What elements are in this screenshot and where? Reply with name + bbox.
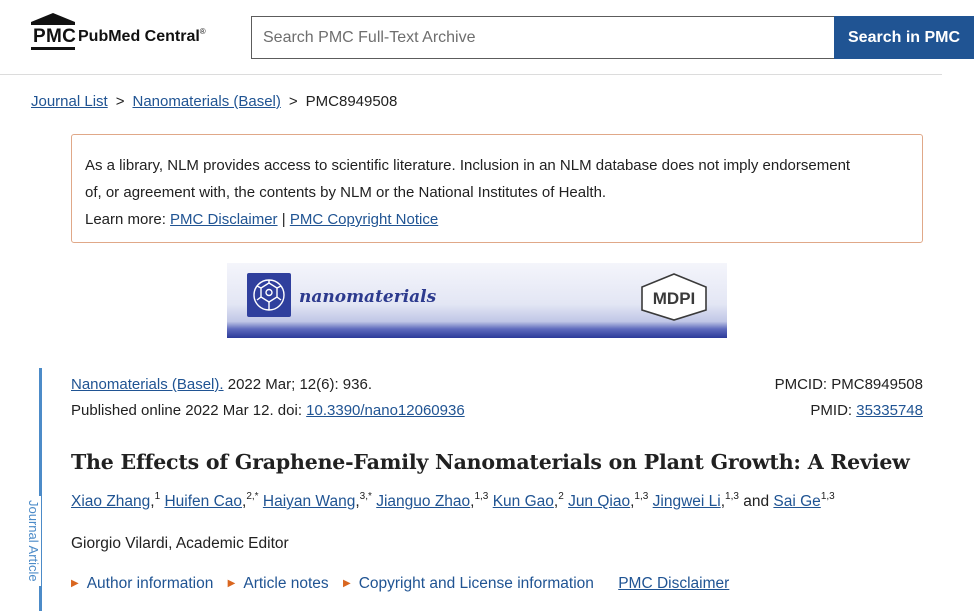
doi-link[interactable]: 10.3390/nano12060936 bbox=[306, 402, 465, 419]
notice-learn-more: Learn more: PMC Disclaimer | PMC Copyright Notice bbox=[85, 211, 439, 228]
author-affiliation: 2,* bbox=[246, 491, 259, 502]
author-link[interactable]: Jingwei Li bbox=[652, 493, 721, 511]
pmid-link[interactable]: 35335748 bbox=[856, 402, 923, 419]
citation-right bbox=[775, 372, 923, 424]
author-affiliation: 3,* bbox=[359, 491, 372, 502]
author-affiliation: 2 bbox=[558, 491, 564, 502]
search-input[interactable] bbox=[251, 16, 835, 59]
author-link[interactable]: Xiao Zhang bbox=[71, 493, 151, 511]
journal-banner[interactable] bbox=[227, 263, 727, 338]
author-link[interactable]: Kun Gao bbox=[492, 493, 554, 511]
author-link[interactable]: Jun Qiao bbox=[568, 493, 631, 511]
author-affiliation: 1,3 bbox=[474, 491, 489, 502]
citation-left bbox=[71, 372, 465, 424]
pmc-copyright-link[interactable]: PMC Copyright Notice bbox=[289, 211, 439, 228]
expand-triangle-icon: ▶ bbox=[227, 578, 236, 589]
mdpi-logo-icon bbox=[639, 273, 709, 321]
article-type-label: Journal Article bbox=[26, 496, 41, 586]
notice-line: As a library, NLM provides access to scientific literature. Inclusion in an NLM database does not imply endorsement bbox=[85, 157, 851, 174]
journal-detail: 2022 Mar; 12(6): 936. bbox=[227, 376, 372, 393]
author-link[interactable]: Jianguo Zhao bbox=[376, 493, 471, 511]
nanomaterials-logo-icon bbox=[247, 273, 291, 317]
author-list: Xiao Zhang,$^1$ Huifen Cao,$^{2,*}$ Haiyan Wang,$^{3,*}$ Jianguo Zhao,$^{1,3}$ Kun Gao,$^2$ Jun Qiao,$^{1,3}$ Jingwei Li,$^{1,3}$ and Sai Ge$^{1,3}$ bbox=[71, 491, 835, 511]
author-information-toggle[interactable]: Author information bbox=[86, 575, 214, 592]
breadcrumb-separator: > bbox=[288, 93, 298, 110]
author-and: and bbox=[743, 493, 770, 511]
pmc-disclaimer-link[interactable]: PMC Disclaimer bbox=[170, 211, 278, 228]
author-affiliation: 1 bbox=[154, 491, 161, 502]
nlm-notice bbox=[71, 134, 923, 243]
expand-triangle-icon: ▶ bbox=[342, 578, 351, 589]
breadcrumb-journal[interactable]: Nanomaterials (Basel) bbox=[132, 93, 281, 110]
author-affiliation: 1,3 bbox=[634, 491, 649, 502]
author-link[interactable]: Sai Ge bbox=[773, 493, 821, 511]
notice-line: of, or agreement with, the contents by NLM or the National Institutes of Health. bbox=[85, 184, 607, 201]
author-affiliation: 1,3 bbox=[820, 491, 835, 502]
article-title: The Effects of Graphene-Family Nanomaterials on Plant Growth: A Review bbox=[71, 450, 910, 474]
mdpi-logo-text: MDPI bbox=[652, 289, 696, 308]
expand-triangle-icon: ▶ bbox=[71, 578, 79, 589]
breadcrumb-current: PMC8949508 bbox=[305, 93, 398, 110]
author-link[interactable]: Huifen Cao bbox=[164, 493, 243, 511]
banner-journal-name: nanomaterials bbox=[299, 287, 437, 307]
pmcid: PMCID: PMC8949508 bbox=[774, 376, 923, 393]
author-affiliation: 1,3 bbox=[725, 491, 739, 502]
breadcrumb bbox=[31, 93, 397, 110]
pmc-disclaimer-bottom-link[interactable]: PMC Disclaimer bbox=[618, 575, 730, 592]
author-link[interactable]: Haiyan Wang bbox=[262, 493, 356, 511]
copyright-license-toggle[interactable]: Copyright and License information bbox=[358, 575, 594, 592]
breadcrumb-journal-list[interactable]: Journal List bbox=[31, 93, 108, 110]
site-header bbox=[0, 0, 961, 75]
article-notes-toggle[interactable]: Article notes bbox=[243, 575, 329, 592]
published-online: Published online 2022 Mar 12. doi: bbox=[71, 402, 302, 419]
search-button[interactable]: Search in PMC bbox=[834, 16, 974, 59]
pmid-label: PMID: bbox=[810, 402, 853, 419]
article-info-links bbox=[71, 575, 729, 593]
pmc-logo[interactable] bbox=[30, 13, 230, 53]
pmc-house-icon: PMC bbox=[30, 13, 76, 49]
logo-wordmark: PubMed Central® bbox=[78, 27, 206, 45]
journal-link[interactable]: Nanomaterials (Basel). bbox=[71, 376, 224, 393]
academic-editor: Giorgio Vilardi, Academic Editor bbox=[71, 535, 289, 552]
breadcrumb-separator: > bbox=[115, 93, 125, 110]
